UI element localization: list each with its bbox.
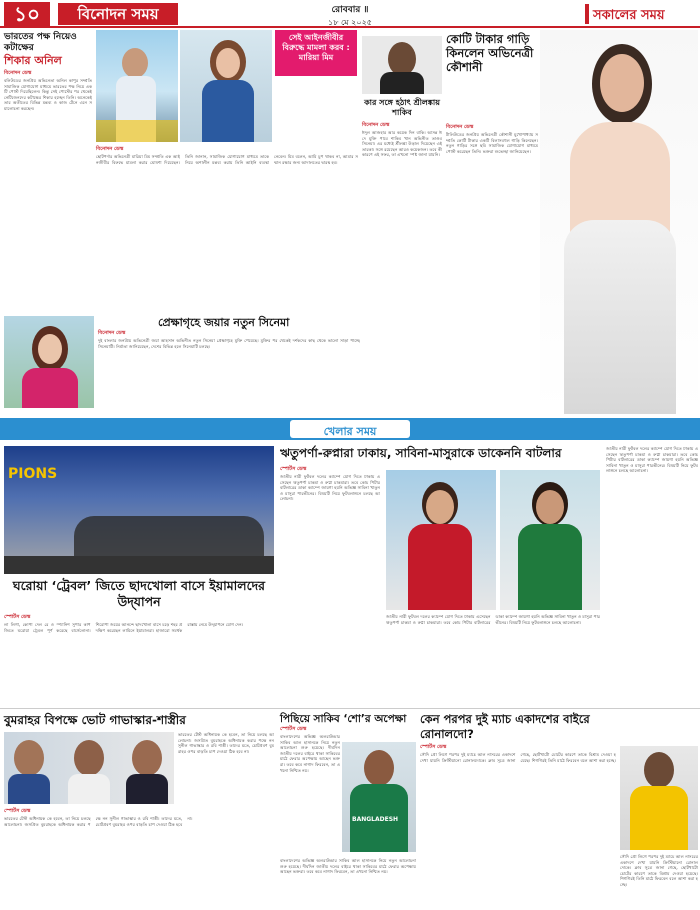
section-title: বিনোদন সময়: [58, 3, 178, 25]
date-block: [300, 2, 400, 30]
shakib-khan-body: ঈদুল আজহার আর কয়েক দিন বাকি। আসন্ন ঈদে মুক্তি পাবে শাকিব খান অভিনীত তাণ্ডব সিনেমা। এর মধ্যেই শ্রীলঙ্কা উড়াল দিয়েছেন এই তারকা। সঙ্গে রয়েছেন আরও কয়েকজন। তবে কী কারণে এই সফর, তা এখনো স্পষ্ট জানা যায়নি।: [362, 130, 442, 158]
sports-title: খেলার সময়: [323, 425, 377, 438]
anil-photo: [96, 30, 178, 142]
ronaldo-body: সৌদি প্রো লিগে পরপর দুই ম্যাচে আল নাসরের একাদশে দেখা যায়নি ক্রিস্টিয়ানো রোনালদোকে। ক্লাব সূত্রে জানা গেছে, ছোটখাটো চোটের কারণে তাকে বিশ্রাম দেওয়া হয়েছে। শিগগিরই তিনি মাঠে ফিরবেন বলে আশা করা হচ্ছে।: [420, 752, 616, 763]
football-women-photo-1: [386, 470, 496, 610]
shakib-show-byline: স্পোর্টস ডেস্ক: [280, 726, 307, 732]
football-women-body-2: জাতীয় নারী ফুটবল দলের ক্যাম্পে যোগ দিতে ঢাকায় এসেছেন ঋতুপর্ণা চাকমা ও রুপ্না চাকমারা। তবে কোচ পিটার বাটলারের ডাকা ক্যাম্পে জায়গা হয়নি অভিজ্ঞ সাবিনা খাতুন ও মাসুরা পারভীনের। বিষয়টি নিয়ে ফুটবলাঙ্গনে চলছে আলোচনা।: [386, 614, 600, 625]
football-women-body: জাতীয় নারী ফুটবল দলের ক্যাম্পে যোগ দিতে ঢাকায় এসেছেন ঋতুপর্ণা চাকমা ও রুপ্না চাকমারা। তবে কোচ পিটার বাটলারের ডাকা ক্যাম্পে জায়গা হয়নি অভিজ্ঞ সাবিনা খাতুন ও মাসুরা পারভীনের। বিষয়টি নিয়ে ফুটবলাঙ্গনে চলছে আলোচনা।: [280, 474, 380, 502]
article-bumrah: [4, 712, 274, 908]
anil-headline: শিকার অনিল: [4, 54, 62, 67]
brand-logo: [585, 4, 695, 24]
treble-banner-text: PIONS: [8, 466, 58, 482]
article-treble: [4, 578, 274, 704]
jersey-text: BANGLADESH: [352, 816, 399, 823]
article-shakib-show: [280, 712, 416, 908]
bumrah-headline: বুমরাহর বিপক্ষে ভোট গাভাস্কার-শাস্ত্রীর: [4, 713, 186, 727]
sports-title-box: [290, 420, 410, 438]
football-women-byline: স্পোর্টস ডেস্ক: [280, 466, 307, 472]
page-number: ১০: [4, 2, 50, 26]
article-koushani: [446, 124, 538, 414]
mim-byline: বিনোদন ডেস্ক: [96, 146, 124, 152]
mim-headline: সেই আইনজীবীর বিরুদ্ধে মামলা করব : মারিয়া মিম: [282, 33, 350, 62]
cinema-byline: বিনোদন ডেস্ক: [98, 330, 126, 336]
article-anil: [4, 32, 92, 312]
anil-kicker: ভারতের পক্ষ নিয়েও কটাক্ষের: [4, 32, 77, 53]
treble-body: লা লিগা, কোপা দেল রে ও স্প্যানিশ সুপার কাপ জিতে ঘরোয়া ট্রেবল পূর্ণ করেছে বার্সেলোনা। শিরোপা জয়ের আনন্দে ছাদখোলা বাসে চড়ে শহর প্রদক্ষিণ করেছেন লামিনে ইয়ামালরা। হাজারো সমর্থক রাস্তায় নেমে উদ্‌যাপনে যোগ দেন।: [4, 622, 244, 633]
treble-byline: স্পোর্টস ডেস্ক: [4, 614, 31, 620]
koushani-body: টালিউডের জনপ্রিয় অভিনেত্রী কৌশানী মুখোপাধ্যায় সম্প্রতি কোটি টাকার একটি বিলাসবহুল গাড়ি কিনেছেন। নতুন গাড়ির সঙ্গে ছবি সামাজিক যোগাযোগ মাধ্যমে পোস্ট করেছেন তিনি। ভক্তরা শুভেচ্ছা জানিয়েছেন।: [446, 132, 538, 154]
koushani-photo: [540, 30, 698, 414]
treble-headline: ঘরোয়া ‘ট্রেবল’ জিতে ছাদখোলা বাসে ইয়ামালদের উদ্‌যাপন: [12, 578, 266, 609]
mim-photo: [180, 30, 272, 142]
bumrah-byline: স্পোর্টস ডেস্ক: [4, 808, 31, 814]
page-header: [0, 0, 700, 28]
koushani-byline: বিনোদন ডেস্ক: [446, 124, 474, 130]
football-women-photo-2: [500, 470, 600, 610]
brand-name: সকালের সময়: [593, 8, 665, 23]
shakib-show-body-2: বাংলাদেশের অভিজ্ঞ অলরাউন্ডার সাকিব আল হাসানকে নিয়ে নতুন আলোচনা শুরু হয়েছে। দীর্ঘদিন জাতীয় দলের বাইরে থাকা সাকিবের মাঠে ফেরার অপেক্ষায় আছেন ভক্তরা। তবে কবে নাগাদ ফিরবেন, তা এখনো নিশ্চিত নয়।: [280, 858, 416, 875]
anil-byline: বিনোদন ডেস্ক: [4, 70, 32, 76]
shakib-show-headline: পিছিয়ে সাকিব ‘শো’র অপেক্ষা: [280, 713, 407, 725]
cinema-headline: প্রেক্ষাগৃহে জয়ার নতুন সিনেমা: [158, 316, 290, 329]
mim-body: ছোটপর্দার অভিনেত্রী মারিয়া মিম সম্প্রতি এক আইনজীবীর বিরুদ্ধে মামলা করার ঘোষণা দিয়েছেন। তিনি জানান, সামাজিক যোগাযোগ মাধ্যমে তাকে নিয়ে অশালীন মন্তব্য করায় তিনি আইনি ব্যবস্থা নেবেন। মিম বলেন, আমি চুপ থাকব না, আমার সম্মান রক্ষার জন্য আদালতের দ্বারস্থ হব।: [96, 154, 358, 165]
bumrah-body: ভারতের টেস্ট অধিনায়ক কে হবেন, তা নিয়ে চলছে আলোচনা। জসপ্রিত বুমরাহকে অধিনায়ক করার পক্ষে নন সুনীল গাভাস্কার ও রবি শাস্ত্রী। তাদের মতে, চোটপ্রবণ বুমরাহর ওপর বাড়তি চাপ দেওয়া ঠিক হবে না।: [4, 816, 193, 827]
shakib-khan-byline: বিনোদন ডেস্ক: [362, 122, 390, 128]
sports-band: [0, 418, 700, 440]
shakib-khan-headline: কার সঙ্গে হঠাৎ শ্রীলঙ্কায় শাকিব: [364, 98, 440, 117]
article-shakib-khan: [362, 32, 442, 412]
article-football-women: [280, 446, 698, 706]
bumrah-photo: [4, 732, 174, 804]
koushani-headline: কোটি টাকার গাড়ি কিনলেন অভিনেত্রী কৌশানী: [446, 32, 534, 74]
anil-body: বলিউডের জনপ্রিয় অভিনেতা অনিল কাপুর সম্প্রতি সামাজিক যোগাযোগ মাধ্যমে ভারতের পক্ষ নিয়ে একটি পোস্ট দিয়েছিলেন। কিন্তু সেই পোস্টের পর থেকেই নেটিজেনদের কটাক্ষের শিকার হচ্ছেন তিনি। অনেকেই তার অতীতের বিভিন্ন মন্তব্য ও কাজ টেনে এনে সমালোচনা করছেন।: [4, 78, 92, 111]
date-day: রোববার ॥: [331, 5, 369, 15]
bumrah-body-side: ভারতের টেস্ট অধিনায়ক কে হবেন, তা নিয়ে চলছে আলোচনা। জসপ্রিত বুমরাহকে অধিনায়ক করার পক্ষে নন সুনীল গাভাস্কার ও রবি শাস্ত্রী। তাদের মতে, চোটপ্রবণ বুমরাহর ওপর বাড়তি চাপ দেওয়া ঠিক হবে না।: [178, 732, 274, 754]
cinema-photo: [4, 316, 94, 408]
ronaldo-body-2: সৌদি প্রো লিগে পরপর দুই ম্যাচে আল নাসরের একাদশে দেখা যায়নি ক্রিস্টিয়ানো রোনালদোকে। ক্লাব সূত্রে জানা গেছে, ছোটখাটো চোটের কারণে তাকে বিশ্রাম দেওয়া হয়েছে। শিগগিরই তিনি মাঠে ফিরবেন বলে আশা করা হচ্ছে।: [620, 854, 698, 887]
article-cinema: [98, 316, 360, 414]
koushani-headline-box: [446, 32, 554, 120]
treble-photo: [4, 446, 274, 574]
article-mim: [96, 146, 358, 308]
football-women-headline: ঋতুপর্ণা-রুপ্নারা ঢাকায়, সাবিনা-মাসুরাকে ডাকেননি বাটলার: [280, 446, 562, 460]
shakib-show-photo: [342, 742, 416, 852]
date-full: ১৮ মে ২০২৫: [328, 18, 372, 27]
shakib-khan-photo: [362, 36, 442, 94]
football-women-body-3: জাতীয় নারী ফুটবল দলের ক্যাম্পে যোগ দিতে ঢাকায় এসেছেন ঋতুপর্ণা চাকমা ও রুপ্না চাকমারা। তবে কোচ পিটার বাটলারের ডাকা ক্যাম্পে জায়গা হয়নি অভিজ্ঞ সাবিনা খাতুন ও মাসুরা পারভীনের। বিষয়টি নিয়ে ফুটবলাঙ্গনে চলছে আলোচনা।: [606, 446, 698, 474]
ronaldo-byline: স্পোর্টস ডেস্ক: [420, 744, 447, 750]
sports-divider: [0, 708, 700, 709]
ronaldo-headline: কেন পরপর দুই ম্যাচ একাদশের বাইরে রোনালদো?: [420, 712, 590, 741]
ronaldo-photo: [620, 746, 698, 850]
cinema-body: দুই বাংলার জনপ্রিয় অভিনেত্রী জয়া আহসান অভিনীত নতুন সিনেমা প্রেক্ষাগৃহে মুক্তি পেয়েছে। মুক্তির পর থেকেই দর্শকদের কাছ থেকে ভালো সাড়া পাচ্ছে সিনেমাটি। নির্মাতা জানিয়েছেন, দেশের বিভিন্ন হলে সিনেমাটি চলছে।: [98, 338, 360, 349]
article-ronaldo: [420, 712, 698, 908]
mim-headline-box: [275, 30, 357, 76]
shakib-show-body: বাংলাদেশের অভিজ্ঞ অলরাউন্ডার সাকিব আল হাসানকে নিয়ে নতুন আলোচনা শুরু হয়েছে। দীর্ঘদিন জাতীয় দলের বাইরে থাকা সাকিবের মাঠে ফেরার অপেক্ষায় আছেন ভক্তরা। তবে কবে নাগাদ ফিরবেন, তা এখনো নিশ্চিত নয়।: [280, 734, 340, 773]
